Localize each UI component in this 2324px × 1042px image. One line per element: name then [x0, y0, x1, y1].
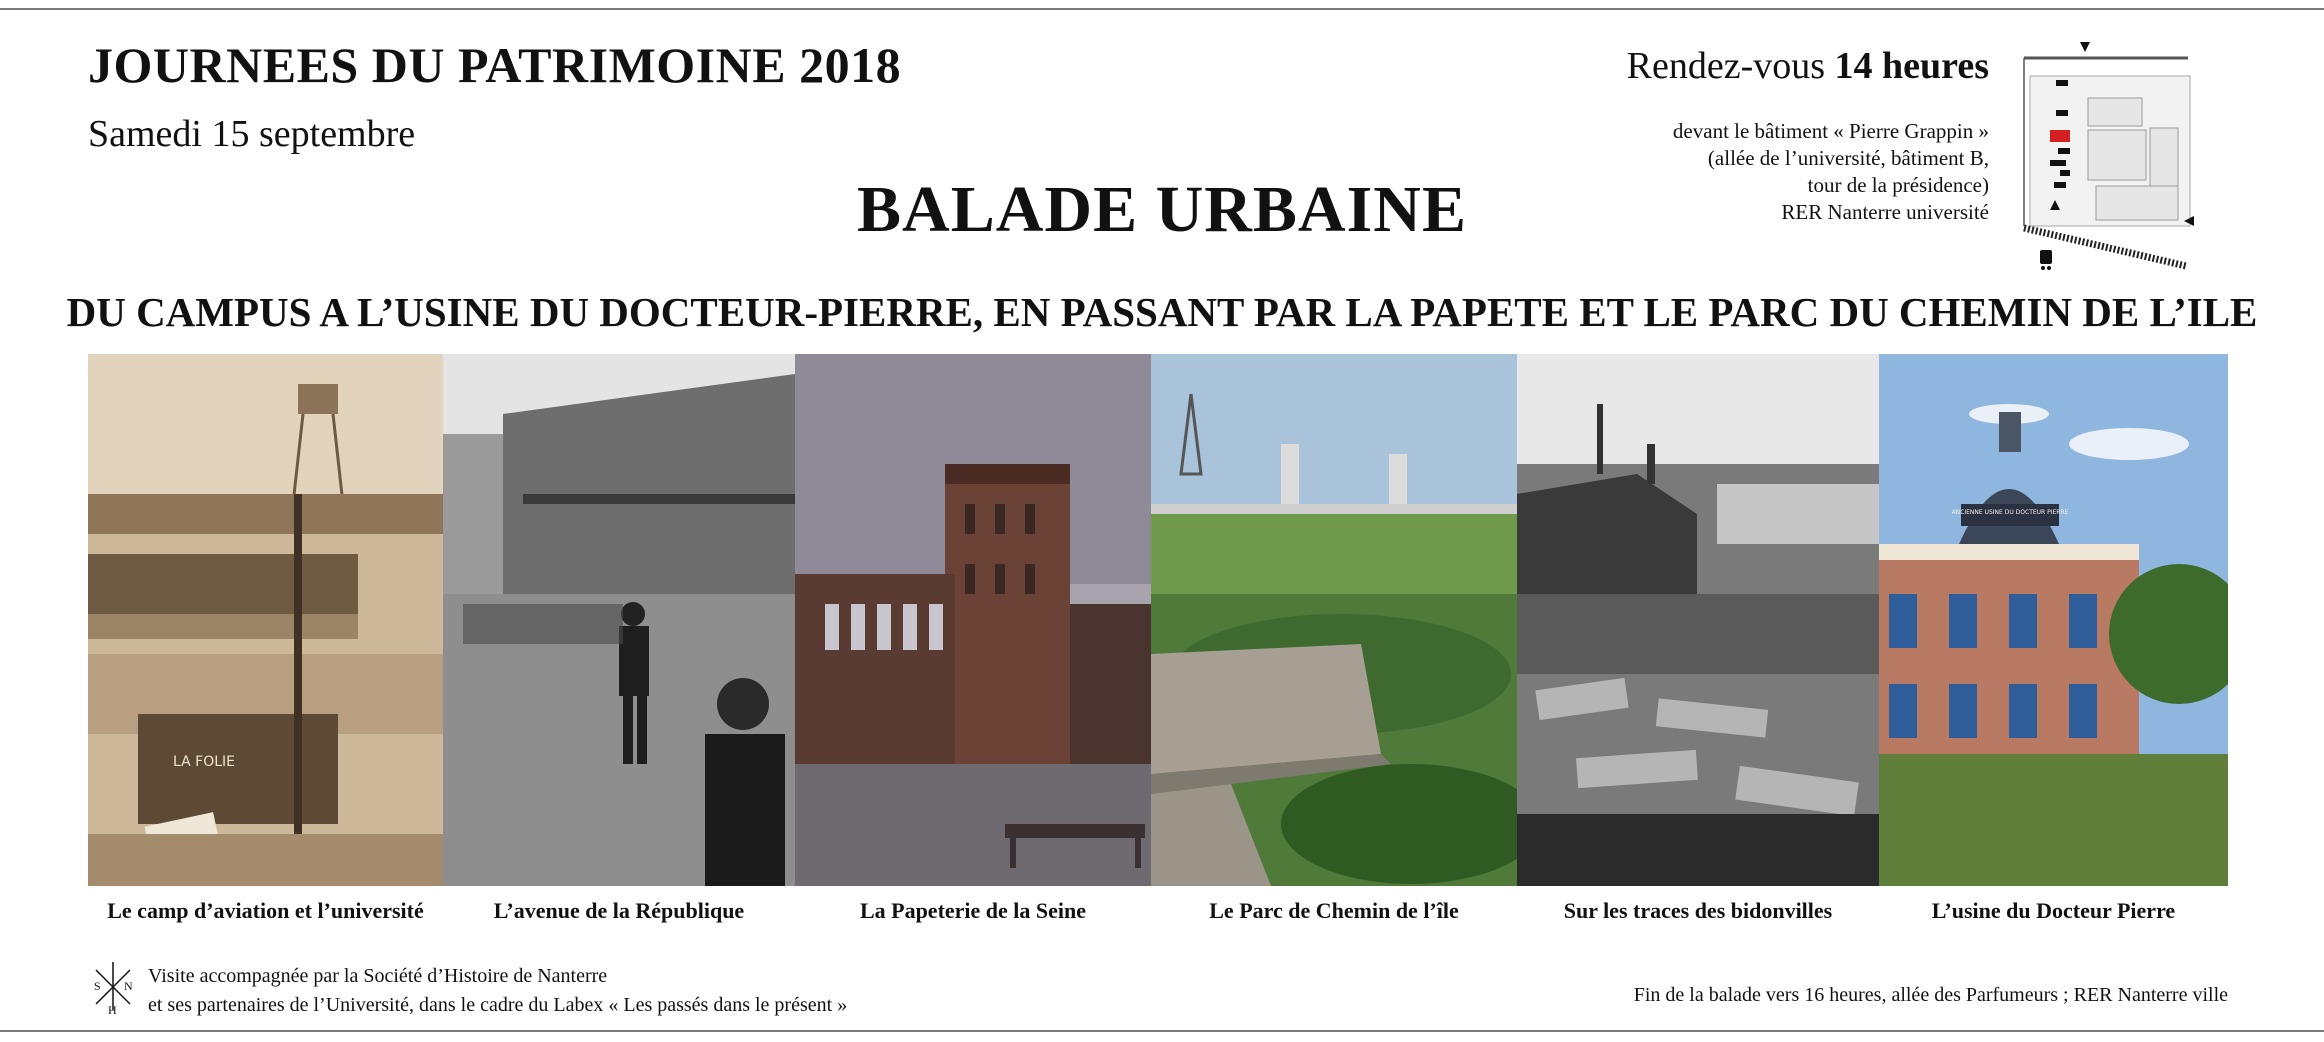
- logo-letter: N: [124, 979, 133, 993]
- photo-usine-docteur-pierre: [1879, 354, 2228, 886]
- bottom-rule: [0, 1030, 2324, 1032]
- shn-logo: [88, 960, 138, 1016]
- top-rule: [0, 8, 2324, 10]
- arrow-down-icon: [2080, 42, 2090, 52]
- credit-line: et ses partenaires de l’Université, dans le cadre du Labex « Les passés dans le présent »: [148, 994, 848, 1016]
- credit-text: [148, 962, 847, 1020]
- location-line: devant le bâtiment « Pierre Grappin »: [1672, 119, 1989, 143]
- location-line: RER Nanterre université: [1781, 200, 1989, 224]
- logo-letter: H: [108, 1003, 117, 1016]
- meeting-time: [1627, 44, 1989, 88]
- logo-letter: S: [94, 979, 101, 993]
- photo-caption: La Papeterie de la Seine: [859, 898, 1087, 923]
- subtitle: DU CAMPUS A L’USINE DU DOCTEUR-PIERRE, EN PASSANT PAR LA PAPETE ET LE PARC DU CHEMIN DE L’ILE: [66, 289, 2258, 335]
- train-icon: [2040, 250, 2052, 264]
- photo-caption: Le Parc de Chemin de l’île: [1209, 898, 1459, 923]
- photo-sign-text: LA FOLIE: [173, 754, 235, 770]
- event-date: Samedi 15 septembre: [88, 113, 416, 155]
- main-title: BALADE URBAINE: [857, 173, 1467, 246]
- photo-parc-chemin-ile: [1151, 354, 1517, 886]
- usine-sign-text: ANCIENNE USINE DU DOCTEUR PIERRE: [1951, 509, 2069, 516]
- meeting-prefix: Rendez-vous: [1626, 45, 1835, 87]
- caption-row: [88, 898, 2228, 924]
- location-line: (allée de l’université, bâtiment B,: [1707, 146, 1989, 170]
- meeting-hour: 14 heures: [1834, 45, 1989, 87]
- photo-caption: Le camp d’aviation et l’université: [107, 898, 424, 923]
- photo-papeterie: [795, 354, 1151, 886]
- photo-strip: [88, 354, 2228, 886]
- photo-caption: L’usine du Docteur Pierre: [1931, 898, 2176, 923]
- end-note: Fin de la balade vers 16 heures, allée des Parfumeurs ; RER Nanterre ville: [1633, 984, 2228, 1006]
- photo-caption: L’avenue de la République: [493, 898, 745, 923]
- meeting-point-marker: [2050, 130, 2070, 142]
- event-title: JOURNEES DU PATRIMOINE 2018: [88, 37, 902, 93]
- photo-bidonvilles: [1517, 354, 1879, 886]
- photo-camp-aviation: [88, 354, 443, 886]
- photo-avenue-republique: [443, 354, 795, 886]
- credit-line: Visite accompagnée par la Société d’Histoire de Nanterre: [148, 965, 608, 987]
- photo-caption: Sur les traces des bidonvilles: [1563, 898, 1833, 923]
- location-line: tour de la présidence): [1807, 173, 1989, 197]
